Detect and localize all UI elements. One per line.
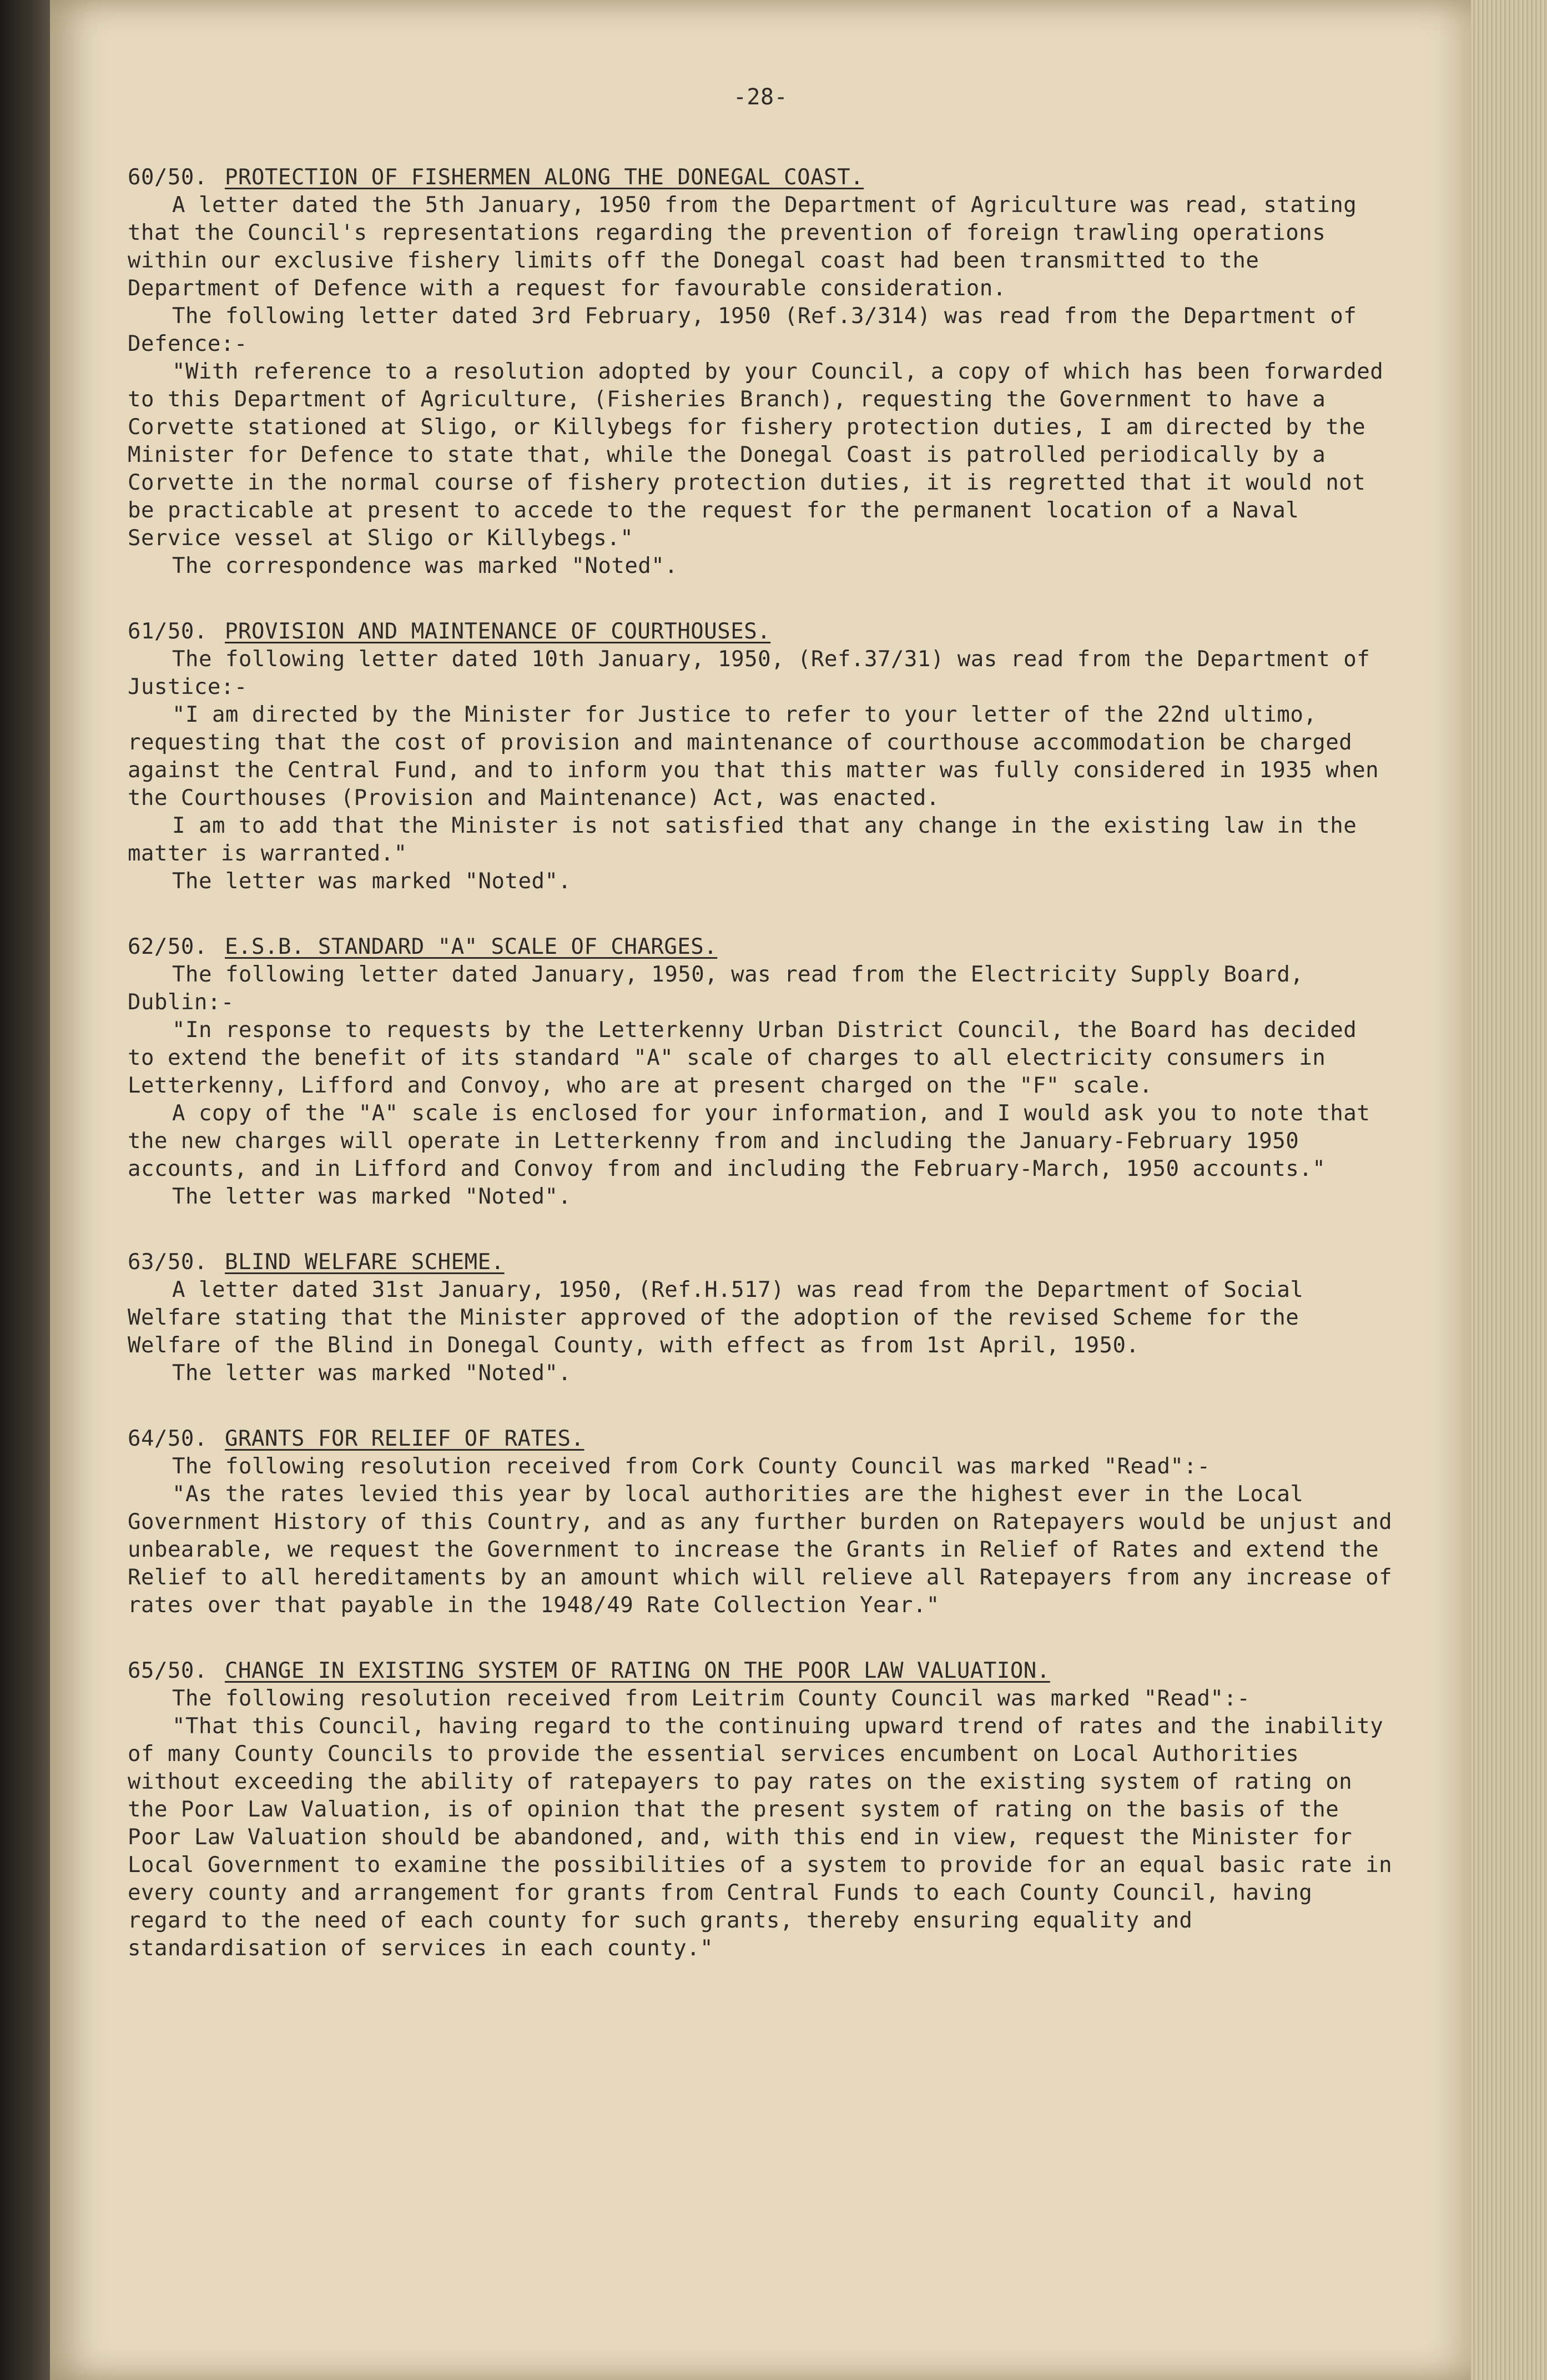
section-title: E.S.B. STANDARD "A" SCALE OF CHARGES. <box>225 934 718 959</box>
paragraph: A letter dated the 5th January, 1950 from the Department of Agriculture was read, stating that the Council's representations regarding the prevention of foreign trawling operations within our exclusive fishery limits off the Donegal coast had been transmitted to the Department of Defence with a request for favourable consideration. <box>128 193 1357 301</box>
section-title: GRANTS FOR RELIEF OF RATES. <box>225 1426 584 1451</box>
quoted-paragraph: "In response to requests by the Letterkenny Urban District Council, the Board has decided to extend the benefit of its standard "A" scale of charges to all electricity consumers in Letterkenny, Lifford and Convoy, who are at present charged on the "F" scale. <box>128 1018 1357 1098</box>
minute-number: 64/50. <box>128 1426 208 1451</box>
paragraph: I am to add that the Minister is not satisfied that any change in the existing law in the matter is warranted." <box>128 813 1357 866</box>
quoted-paragraph: "That this Council, having regard to the continuing upward trend of rates and the inability of many County Councils to provide the essential services encumbent on Local Authorities without exceeding the ability of ratepayers to pay rates on the existing system of rating on the Poor Law Valuation, is of opinion that the present system of rating on the basis of the Poor Law Valuation should be abandoned, and, with this end in view, request the Minister for Local Government to examine the possibilities of a system to provide for an equal basic rate in every county and arrangement for grants from Central Funds to each County Council, having regard to the need of each county for such grants, thereby ensuring equality and standardisation of services in each county." <box>128 1714 1393 1961</box>
paragraph: The following letter dated January, 1950, was read from the Electricity Supply Board, Dublin:- <box>128 962 1304 1015</box>
quoted-paragraph: "As the rates levied this year by local authorities are the highest ever in the Local Government History of this Country, and as any further burden on Ratepayers would be unjust and unbearable, we request the Government to increase the Grants in Relief of Rates and extend the Relief to all hereditaments by an amount which will relieve all Ratepayers from any increase of rates over that payable in the 1948/49 Rate Collection Year." <box>128 1482 1393 1618</box>
paragraph: A copy of the "A" scale is enclosed for your information, and I would ask you to note that the new charges will operate in Letterkenny from and including the January-February 1950 accounts, and in Lifford and Convoy from and including the February-March, 1950 accounts." <box>128 1101 1370 1181</box>
section-title: PROVISION AND MAINTENANCE OF COURTHOUSES. <box>225 619 771 644</box>
page-edges <box>1471 0 1547 2380</box>
section-64-50 <box>128 1425 1393 1619</box>
section-65-50 <box>128 1657 1393 1963</box>
paragraph: The following resolution received from Cork County Council was marked "Read":- <box>172 1454 1211 1479</box>
minute-number: 62/50. <box>128 934 208 959</box>
section-heading <box>128 1657 1393 1685</box>
section-heading <box>128 618 1393 646</box>
section-title: BLIND WELFARE SCHEME. <box>225 1250 505 1275</box>
minute-number: 63/50. <box>128 1250 208 1275</box>
section-title: CHANGE IN EXISTING SYSTEM OF RATING ON THE POOR LAW VALUATION. <box>225 1658 1050 1683</box>
paragraph: The letter was marked "Noted". <box>172 1361 572 1386</box>
section-heading <box>128 1249 1393 1276</box>
paragraph: The letter was marked "Noted". <box>172 869 572 894</box>
paragraph: The following letter dated 10th January, 1950, (Ref.37/31) was read from the Department of Justice:- <box>128 647 1370 700</box>
book-binding <box>0 0 50 2380</box>
minute-number: 65/50. <box>128 1658 208 1683</box>
paragraph: A letter dated 31st January, 1950, (Ref.H.517) was read from the Department of Social Welfare stating that the Minister approved of the adoption of the revised Scheme for the Welfare of the Blind in Donegal County, with effect as from 1st April, 1950. <box>128 1277 1304 1358</box>
section-60-50 <box>128 164 1393 580</box>
section-62-50 <box>128 933 1393 1211</box>
section-61-50 <box>128 618 1393 895</box>
section-heading <box>128 1425 1393 1453</box>
paragraph: The following resolution received from Leitrim County Council was marked "Read":- <box>172 1686 1251 1711</box>
paragraph: The following letter dated 3rd February, 1950 (Ref.3/314) was read from the Department of Defence:- <box>128 304 1357 356</box>
section-heading <box>128 933 1393 961</box>
paragraph: The letter was marked "Noted". <box>172 1184 572 1209</box>
section-title: PROTECTION OF FISHERMEN ALONG THE DONEGAL COAST. <box>225 165 864 190</box>
minute-number: 60/50. <box>128 165 208 190</box>
section-63-50 <box>128 1249 1393 1387</box>
quoted-paragraph: "With reference to a resolution adopted by your Council, a copy of which has been forwarded to this Department of Agriculture, (Fisheries Branch), requesting the Government to have a Corvette stationed at Sligo, or Killybegs for fishery protection duties, I am directed by the Minister for Defence to state that, while the Donegal Coast is patrolled periodically by a Corvette in the normal course of fishery protection duties, it is regretted that it would not be practicable at present to accede to the request for the permanent location of a Naval Service vessel at Sligo or Killybegs." <box>128 359 1384 551</box>
section-heading <box>128 164 1393 192</box>
page-number: -28- <box>733 84 788 110</box>
quoted-paragraph: "I am directed by the Minister for Justice to refer to your letter of the 22nd ultimo, requesting that the cost of provision and maintenance of courthouse accommodation be charged against the Central Fund, and to inform you that this matter was fully considered in 1935 when the Courthouses (Provision and Maintenance) Act, was enacted. <box>128 702 1379 811</box>
paragraph: The correspondence was marked "Noted". <box>172 554 678 578</box>
page-content <box>128 83 1393 2000</box>
minute-number: 61/50. <box>128 619 208 644</box>
